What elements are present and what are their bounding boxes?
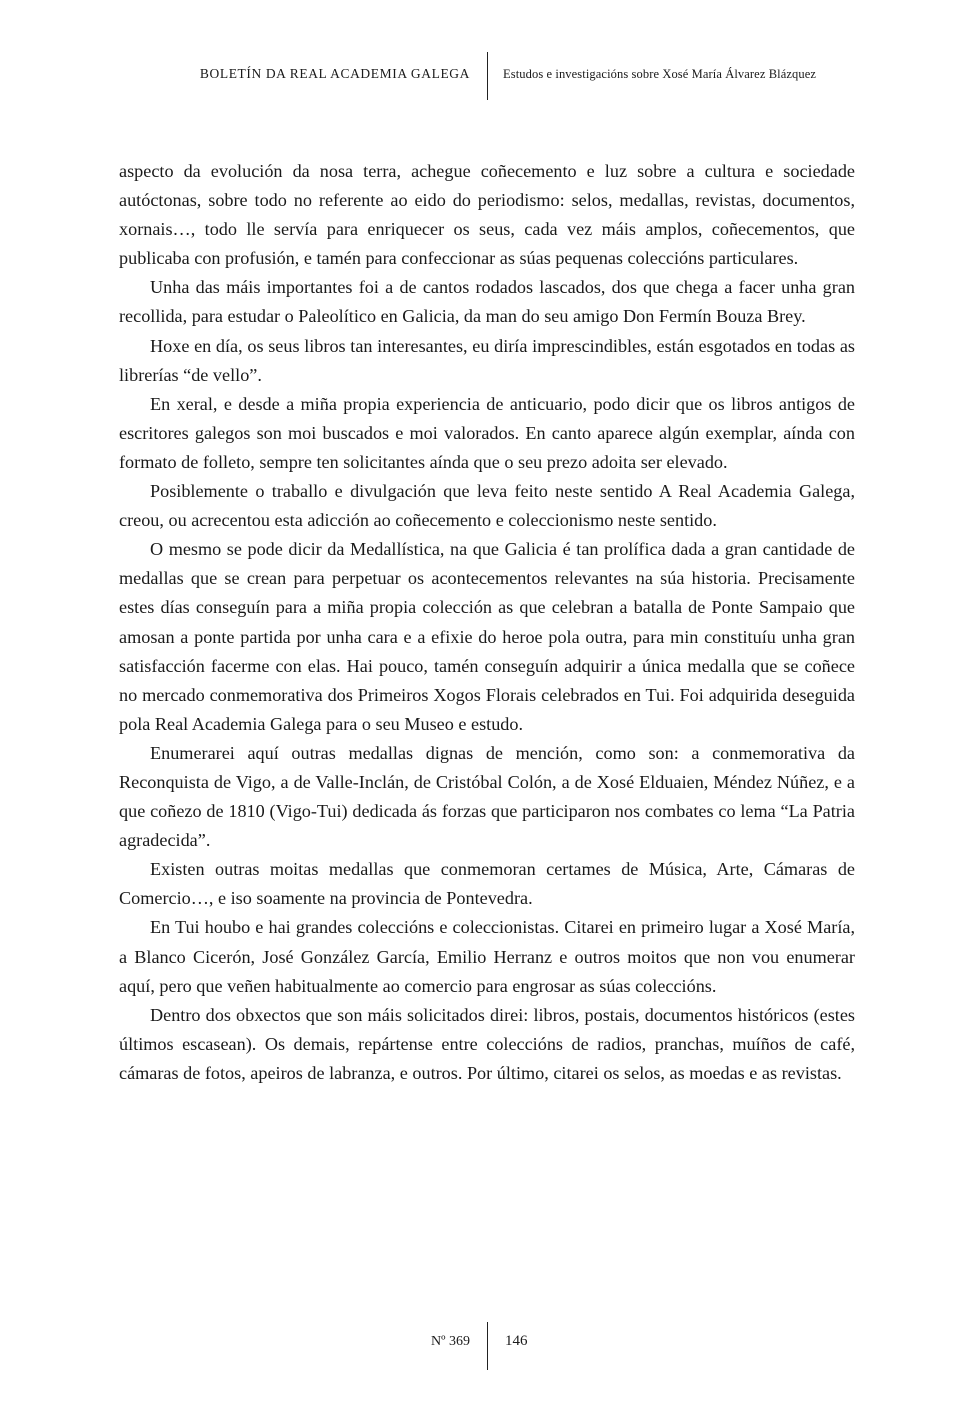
paragraph: O mesmo se pode dicir da Medallística, na que Galicia é tan prolífica dada a gran cantidade de medallas que se crean para perpetuar os acontecementos relevantes na súa historia. Precisamente estes días conseguín para a miña propia colección as que celebran a batalla de Ponte Sampaio que amosan a ponte partida por unha cara e a efixie do heroe pola outra, para min constituíu unha gran satisfacción facerme con elas. Hai pouco, tamén conseguín adquirir a única medalla que se coñece no mercado conmemorativa dos Primeiros Xogos Florais celebrados en Tui. Foi adquirida deseguida pola Real Academia Galega para o seu Museo e estudo.: [119, 539, 855, 734]
journal-title: BOLETÍN DA REAL ACADEMIA GALEGA: [199, 66, 470, 81]
header-divider: [487, 52, 488, 100]
article-body: [119, 157, 855, 1088]
issue-number: Nº 369: [431, 1334, 470, 1349]
paragraph: Existen outras moitas medallas que conmemoran certames de Música, Arte, Cámaras de Comercio…, e iso soamente na provincia de Pontevedra.: [119, 859, 855, 909]
section-title: Estudos e investigacións sobre Xosé María Álvarez Blázquez: [503, 67, 816, 81]
paragraph: Dentro dos obxectos que son máis solicitados direi: libros, postais, documentos históricos (estes últimos escasean). Os demais, repártense entre coleccións de radios, pranchas, muíños de café, cámaras de fotos, apeiros de labranza, e outros. Por último, citarei os selos, as moedas e as revistas.: [119, 1004, 855, 1083]
paragraph: Hoxe en día, os seus libros tan interesantes, eu diría imprescindibles, están esgotados en todas as librerías “de vello”.: [119, 335, 855, 385]
paragraph: En Tui houbo e hai grandes coleccións e coleccionistas. Citarei en primeiro lugar a Xosé María, a Blanco Cicerón, José González García, Emilio Herranz e outros moitos que non vou enumerar aquí, pero que veñen habitualmente ao comercio para engrosar as súas coleccións.: [119, 917, 855, 996]
paragraph: Posiblemente o traballo e divulgación que leva feito neste sentido A Real Academia Galega, creou, ou acrecentou esta adicción ao coñecemento e coleccionismo neste sentido.: [119, 481, 855, 531]
paragraph: En xeral, e desde a miña propia experiencia de anticuario, podo dicir que os libros antigos de escritores galegos son moi buscados e moi valorados. En canto aparece algún exemplar, aínda con formato de folleto, sempre ten solicitantes aínda que o seu prezo adoita ser elevado.: [119, 393, 855, 472]
footer-divider: [487, 1322, 488, 1370]
paragraph: Enumerarei aquí outras medallas dignas de mención, como son: a conmemorativa da Reconquista de Vigo, a de Valle-Inclán, de Cristóbal Colón, a de Xosé Elduaien, Méndez Núñez, e a que coñezo de 1810 (Vigo-Tui) dedicada ás forzas que participaron nos combates co lema “La Patria agradecida”.: [119, 742, 855, 851]
running-footer: [0, 1322, 975, 1370]
paragraph: aspecto da evolución da nosa terra, achegue coñecemento e luz sobre a cultura e sociedade autóctonas, sobre todo no referente ao eido do periodismo: selos, medallas, revistas, documentos, xornais…, todo lle servía para enriquecer os seus, cada vez máis amplos, coñecementos, que publicaba con profusión, e tamén para confeccionar as súas pequenas coleccións particulares.: [119, 161, 855, 269]
running-header: [0, 52, 975, 100]
paragraph: Unha das máis importantes foi a de cantos rodados lascados, dos que chega a facer unha gran recollida, para estudar o Paleolítico en Galicia, da man do seu amigo Don Fermín Bouza Brey.: [119, 277, 855, 327]
page-number: 146: [505, 1333, 528, 1349]
